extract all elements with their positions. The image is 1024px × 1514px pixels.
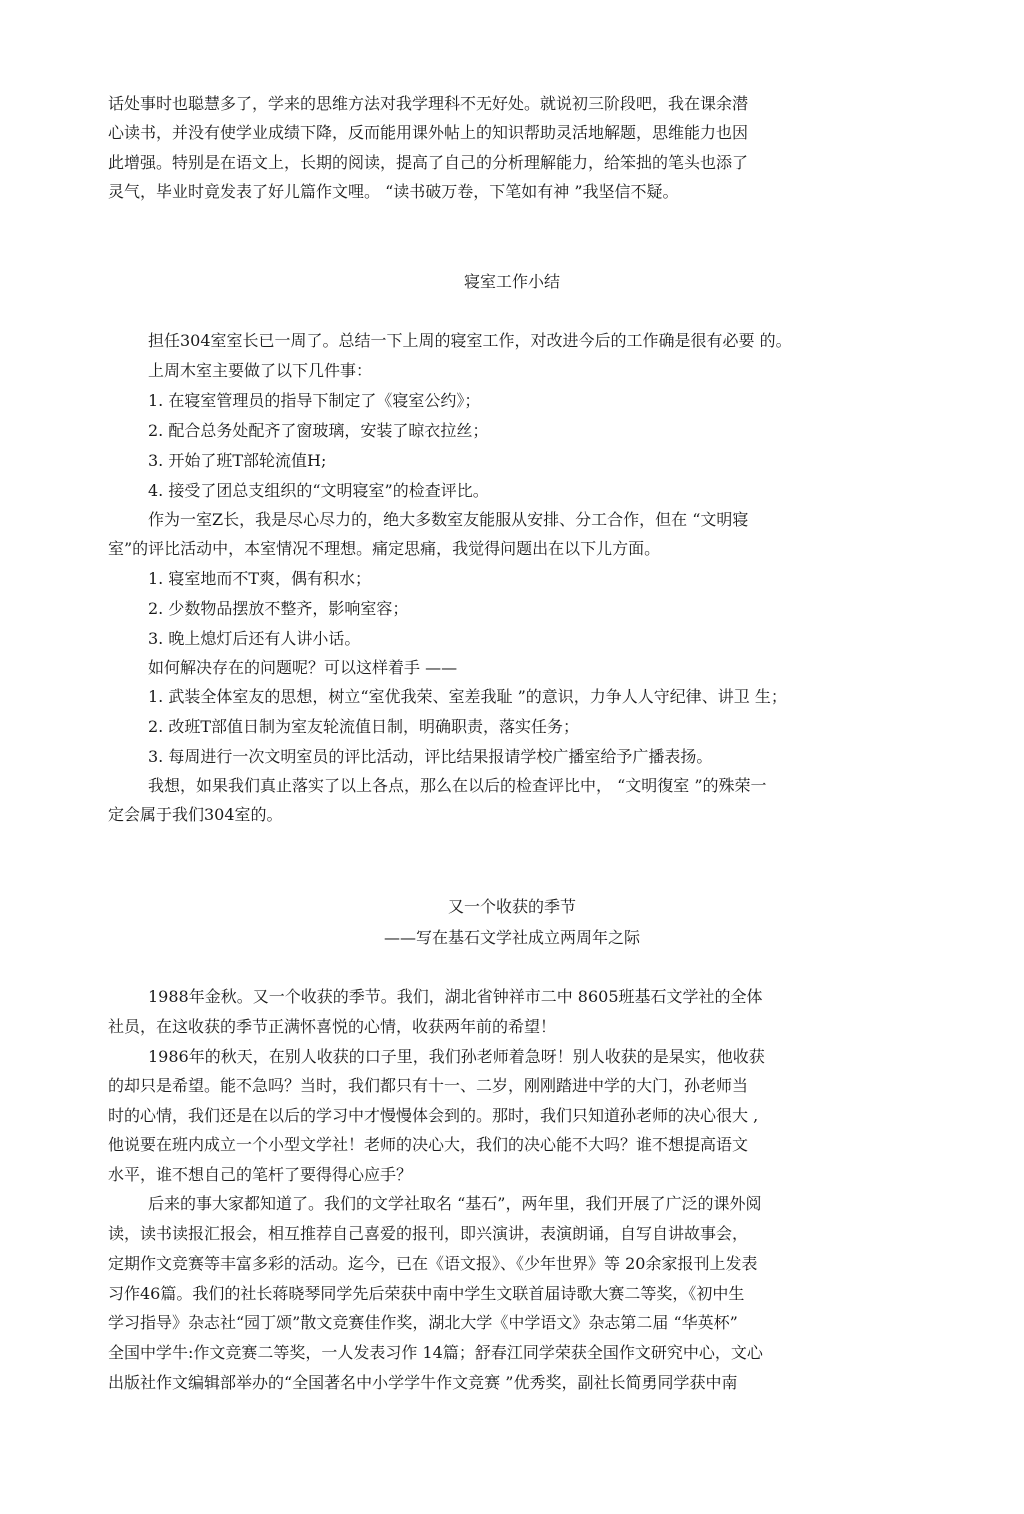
section-title: 又一个收获的季节	[447, 897, 576, 916]
body-line: 定期作文竞赛等丰富多彩的活动。迄今，已在《语文报》、《少年世界》等 20余家报刊上发表	[108, 1254, 758, 1273]
list-item: 1. 寝室地而不T爽，偶有积水；	[148, 569, 372, 588]
body-line: 如何解决存在的问题呢？可以这样着手 ——	[148, 658, 458, 677]
list-item: 4. 接受了团总支组织的“文明寝室”的检查评比。	[148, 481, 489, 500]
body-line: 的却只是希望。能不急吗？当时，我们都只有十一、二岁，刚刚踏进中学的大门，孙老师当	[108, 1076, 749, 1095]
body-line: 时的心情，我们还是在以后的学习中才慢慢体会到的。那时，我们只知道孙老师的决心很大 ,	[108, 1106, 759, 1125]
body-line: 读，读书读报汇报会，相互推荐自己喜爱的报刊，即兴演讲，表演朗诵，自写自讲故事会，	[108, 1224, 749, 1243]
intro-line: 此增强。特别是在语文上，长期的阅读，提高了自己的分析理解能力，给笨拙的笔头也添了	[108, 153, 749, 172]
list-item: 2. 改班T部值日制为室友轮流值日制，明确职责，落实任务；	[148, 717, 580, 736]
body-line: 水平，谁不想自己的笔杆了要得得心应手？	[108, 1165, 413, 1184]
list-item: 3. 每周进行一次文明室员的评比活动，评比结果报请学校广播室给予广播表扬。	[148, 747, 713, 766]
list-item: 3. 开始了班T部轮流值H;	[148, 451, 327, 470]
body-line: 担任304室室长已一周了。总结一下上周的寝室工作，对改进今后的工作确是很有必要 的。	[148, 331, 792, 350]
list-item: 1. 在寝室管理员的指导下制定了《寝室公约》；	[148, 391, 481, 410]
body-line: 作为一室Z长，我是尽心尽力的，绝大多数室友能服从安排、分工合作，但在 “文明寝	[148, 510, 749, 529]
body-line: 他说要在班内成立一个小型文学社！老师的决心大，我们的决心能不大吗？谁不想提高语文	[108, 1135, 749, 1154]
section-title: 寝室工作小结	[463, 272, 560, 291]
body-line: 1988年金秋。又一个收获的季节。我们，湖北省钟祥市二中 8605班基石文学社的全体	[148, 987, 763, 1006]
list-item: 2. 少数物品摆放不整齐，影响室容；	[148, 599, 409, 618]
body-line: 全国中学牛:作文竞赛二等奖，一人发表习作 14篇；舒春江同学荣获全国作文研究中心，文心	[108, 1343, 763, 1362]
body-line: 学习指导》杂志社“园丁颂”散文竞赛佳作奖，湖北大学《中学语文》杂志第二届 “华英杯”	[108, 1313, 738, 1332]
body-line: 1986年的秋天，在别人收获的口子里，我们孙老师着急呀！别人收获的是杲实，他收获	[148, 1047, 765, 1066]
intro-line: 话处事时也聪慧多了，学来的思维方法对我学理科不无好处。就说初三阶段吧，我在课余潜	[108, 94, 749, 113]
list-item: 2. 配合总务处配齐了窗玻璃，安装了晾衣拉丝；	[148, 421, 489, 440]
list-item: 3. 晚上熄灯后还有人讲小话。	[148, 629, 361, 648]
section-subtitle: ——写在基石文学社成立两周年之际	[383, 928, 640, 947]
intro-line: 灵气，毕业时竟发表了好儿篇作文哩。 “读书破万卷，下笔如有神 ”我坚信不疑。	[108, 182, 679, 201]
body-line: 后来的事大家都知道了。我们的文学社取名 “基石”，两年里，我们开展了广泛的课外阅	[148, 1194, 762, 1213]
body-line: 我想，如果我们真止落实了以上各点，那么在以后的检查评比中， “文明復室 ”的殊荣一	[148, 776, 767, 795]
body-line: 社员，在这收获的季节正满怀喜悦的心情，收获两年前的希望！	[108, 1017, 557, 1036]
body-line: 习作46篇。我们的社长蒋晓琴同学先后荣获中南中学生文联首届诗歌大赛二等奖，《初中生	[108, 1284, 745, 1303]
body-line: 上周木室主要做了以下几件事：	[148, 361, 373, 380]
intro-line: 心读书，并没有使学业成绩下降，反而能用课外帖上的知识帮助灵活地解题，思维能力也因	[108, 123, 749, 142]
body-line: 室”的评比活动中，本室情况不理想。痛定思痛，我觉得问题出在以下儿方面。	[108, 539, 661, 558]
body-line: 出版社作文编辑部举办的“全国著名中小学学牛作文竞赛 ”优秀奖，副社长简勇同学获中南	[108, 1373, 738, 1392]
list-item: 1. 武装全体室友的思想，树立“室优我荣、室差我耻 ”的意识，力争人人守纪律、讲卫 生；	[148, 687, 787, 706]
body-line: 定会属于我们304室的。	[108, 805, 283, 824]
